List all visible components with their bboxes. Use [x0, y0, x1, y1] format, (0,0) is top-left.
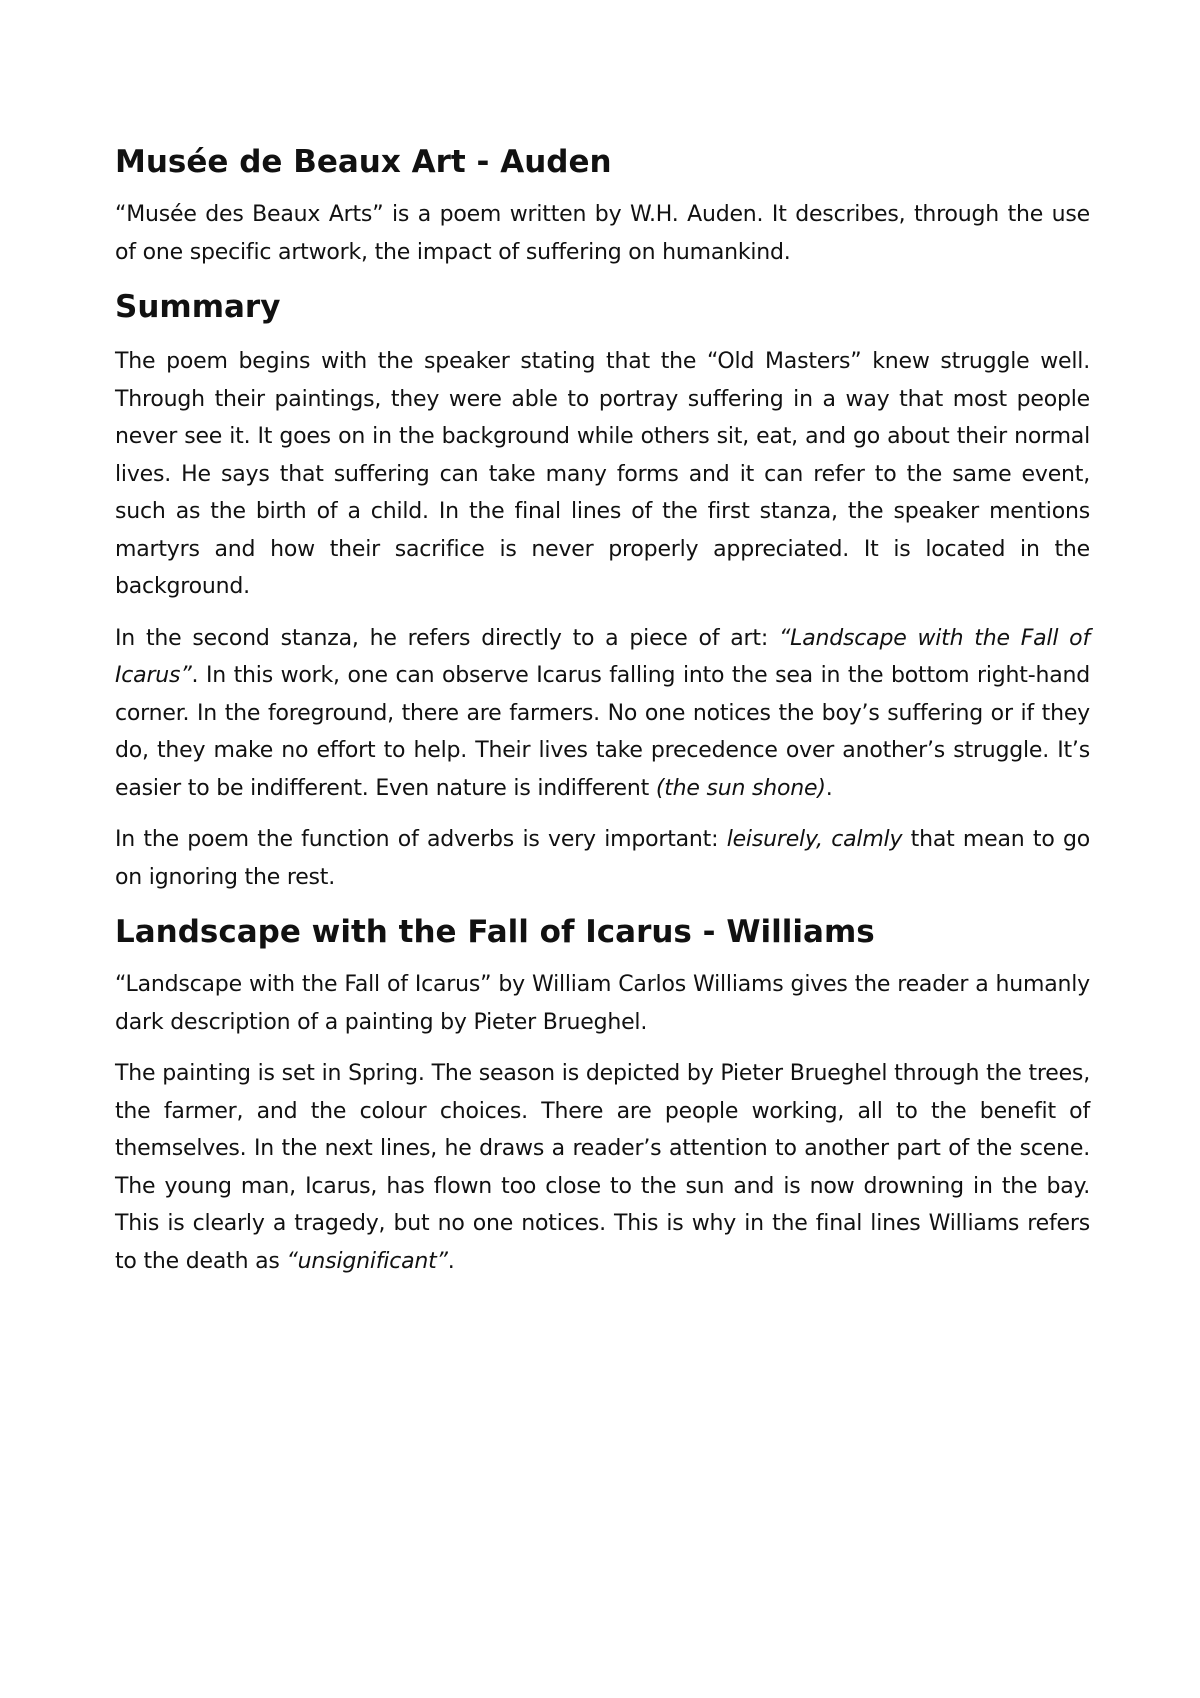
summary-heading: Summary — [115, 289, 281, 325]
italic-run: leisurely, calmly — [726, 827, 903, 852]
williams-paragraph-2 — [115, 1055, 1090, 1280]
text-run: In the poem the function of adverbs is very important: — [115, 827, 727, 852]
text-run: In the second stanza, he refers directly to a piece of art: — [115, 625, 779, 651]
summary-paragraph-2 — [115, 620, 1090, 808]
summary-paragraph-1: The poem begins with the speaker stating that the “Old Masters” knew struggle well. Through their paintings, they were able to portray suffering in a way that most people never see it. It goes on in the background while others sit, eat, and go about their normal lives. He says that suffering can take many forms and it can refer to the same event, such as the birth of a child. In the final lines of the first stanza, the speaker mentions martyrs and how their sacrifice is never properly appreciated. It is located in the background. — [115, 349, 1090, 599]
section-title-williams: Landscape with the Fall of Icarus - Williams — [115, 914, 875, 950]
text-run: . — [447, 1248, 455, 1274]
intro-paragraph: “Musée des Beaux Arts” is a poem written by W.H. Auden. It describes, through the use of one specific artwork, the impact of suffering on humankind. — [115, 202, 1090, 265]
italic-run: (the sun shone) — [655, 775, 826, 801]
italic-run: “Landscape with the Fall of Icarus” — [115, 625, 1090, 688]
text-run: . In this work, one can observe Icarus falling into the sea in the bottom right-hand corner. In the foreground, there are farmers. No one notices the boy’s suffering or if they do, they make no effort to help. Their lives take precedence over another’s struggle. It’s easier to be indifferent. Even nature is indifferent — [115, 663, 1090, 801]
summary-paragraph-3 — [115, 821, 1090, 896]
text-run: . — [825, 775, 833, 801]
williams-paragraph-1: “Landscape with the Fall of Icarus” by William Carlos Williams gives the reader a humanly dark description of a painting by Pieter Brueghel. — [115, 972, 1090, 1035]
italic-run: “unsignificant” — [286, 1248, 448, 1274]
section-title-auden: Musée de Beaux Art - Auden — [115, 144, 612, 180]
text-run: that mean to go on ignoring the rest. — [115, 827, 1090, 890]
text-run: The painting is set in Spring. The season is depicted by Pieter Brueghel through the trees, the farmer, and the colour choices. There are people working, all to the benefit of themselves. In the next lines, he draws a reader’s attention to another part of the scene. The young man, Icarus, has flown too close to the sun and is now drowning in the bay. This is clearly a tragedy, but no one notices. This is why in the final lines Williams refers to the death as — [115, 1061, 1090, 1274]
